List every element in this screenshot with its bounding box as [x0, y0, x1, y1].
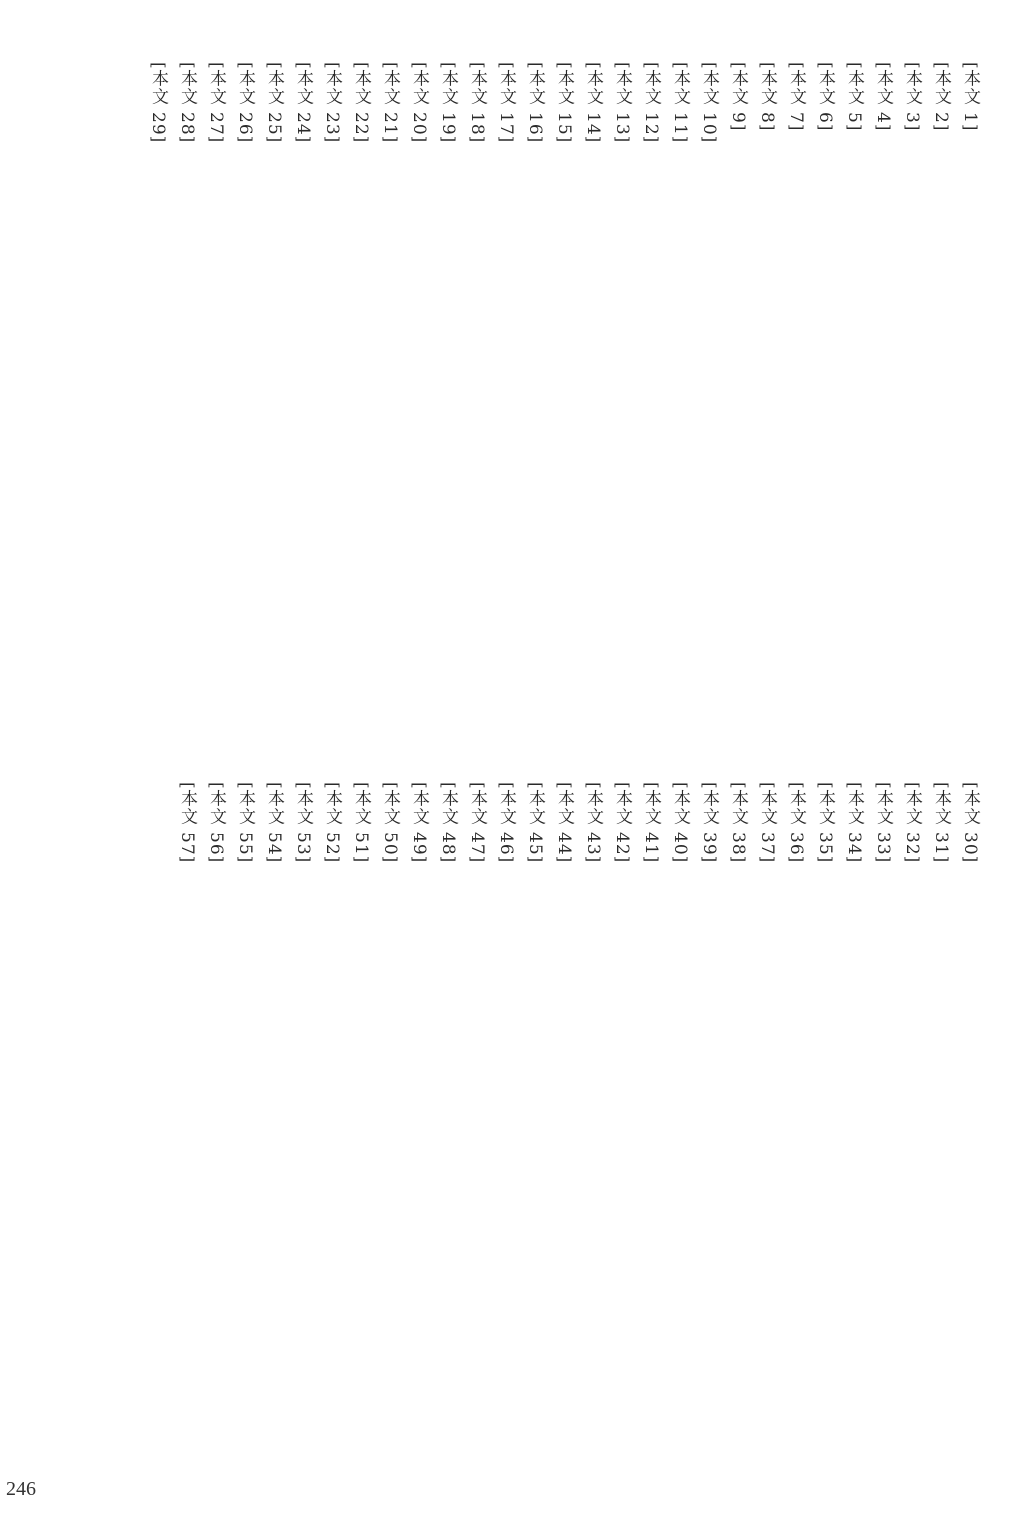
text-column: [本文 41]	[641, 782, 661, 864]
text-column: [本文 44]	[554, 782, 574, 864]
text-column: [本文 1]	[960, 62, 980, 132]
text-column: [本文 27]	[206, 62, 226, 144]
text-column: [本文 52]	[322, 782, 342, 864]
text-column: [本文 57]	[177, 782, 197, 864]
text-column: [本文 33]	[873, 782, 893, 864]
text-column: [本文 5]	[844, 62, 864, 132]
text-column: [本文 24]	[293, 62, 313, 144]
text-column: [本文 21]	[380, 62, 400, 144]
text-column: [本文 13]	[612, 62, 632, 144]
text-column: [本文 54]	[264, 782, 284, 864]
text-column: [本文 28]	[177, 62, 197, 144]
text-column: [本文 8]	[757, 62, 777, 132]
text-column: [本文 32]	[902, 782, 922, 864]
text-column: [本文 56]	[206, 782, 226, 864]
text-column: [本文 17]	[496, 62, 516, 144]
text-column: [本文 51]	[351, 782, 371, 864]
text-column: [本文 49]	[409, 782, 429, 864]
text-column: [本文 12]	[641, 62, 661, 144]
text-column: [本文 42]	[612, 782, 632, 864]
text-column: [本文 36]	[786, 782, 806, 864]
text-column: [本文 19]	[438, 62, 458, 144]
text-column: [本文 38]	[728, 782, 748, 864]
text-column: [本文 37]	[757, 782, 777, 864]
text-column: [本文 26]	[235, 62, 255, 144]
text-column: [本文 3]	[902, 62, 922, 132]
text-column: [本文 22]	[351, 62, 371, 144]
text-column: [本文 46]	[496, 782, 516, 864]
text-column: [本文 2]	[931, 62, 951, 132]
text-column: [本文 20]	[409, 62, 429, 144]
text-column: [本文 6]	[815, 62, 835, 132]
text-column: [本文 15]	[554, 62, 574, 144]
text-column: [本文 16]	[525, 62, 545, 144]
text-column: [本文 40]	[670, 782, 690, 864]
text-column: [本文 55]	[235, 782, 255, 864]
text-column: [本文 48]	[438, 782, 458, 864]
page-number: 246	[6, 1478, 36, 1500]
text-column: [本文 50]	[380, 782, 400, 864]
text-column: [本文 53]	[293, 782, 313, 864]
text-column: [本文 45]	[525, 782, 545, 864]
text-column: [本文 43]	[583, 782, 603, 864]
text-column: [本文 39]	[699, 782, 719, 864]
text-column: [本文 23]	[322, 62, 342, 144]
top-text-block	[124, 62, 984, 752]
text-column: [本文 34]	[844, 782, 864, 864]
text-column: [本文 9]	[728, 62, 748, 132]
text-column: [本文 4]	[873, 62, 893, 132]
text-column: [本文 11]	[670, 62, 690, 144]
text-column: [本文 14]	[583, 62, 603, 144]
text-column: [本文 7]	[786, 62, 806, 132]
text-column: [本文 30]	[960, 782, 980, 864]
text-column: [本文 10]	[699, 62, 719, 144]
text-column: [本文 31]	[931, 782, 951, 864]
bottom-text-block	[124, 782, 984, 1472]
text-column: [本文 47]	[467, 782, 487, 864]
text-column: [本文 35]	[815, 782, 835, 864]
text-column: [本文 29]	[148, 62, 168, 144]
text-column: [本文 18]	[467, 62, 487, 144]
text-column: [本文 25]	[264, 62, 284, 144]
